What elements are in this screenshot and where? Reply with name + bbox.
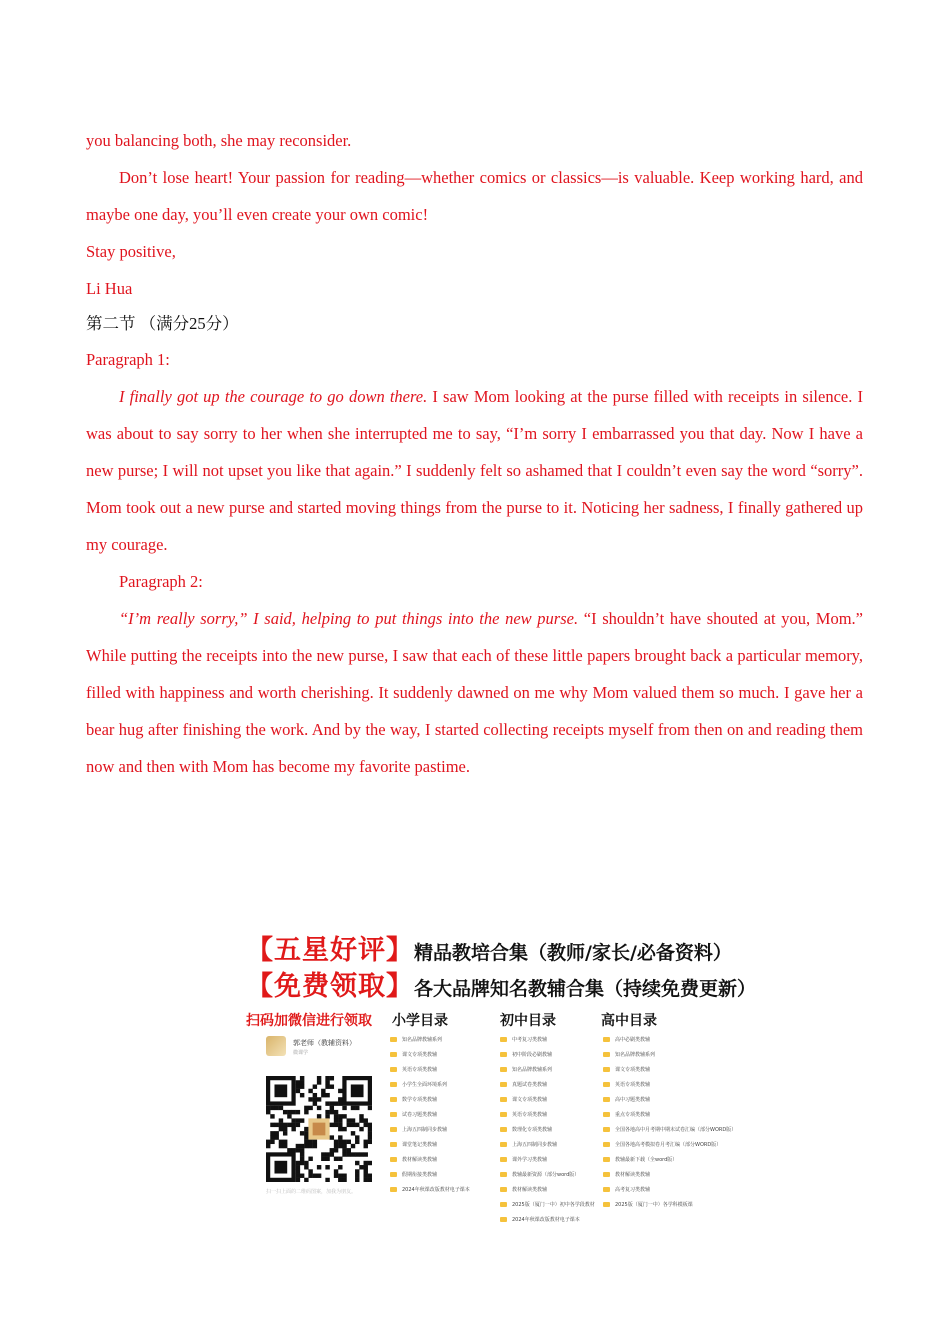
catalog-item-label: 教辅最新资源（部分word版） [512,1172,580,1178]
folder-icon [390,1172,397,1177]
folder-icon [603,1037,610,1042]
paragraph-2-label: Paragraph 2: [119,572,203,591]
paragraph-2-lead: “I’m really sorry,” I said, helping to put things into the new purse. [119,609,579,628]
catalog-item [500,1122,595,1137]
catalog-item [500,1032,595,1047]
catalog-item [500,1212,595,1227]
catalog-item-label: 英语专项类教辅 [615,1082,651,1088]
catalog-item-label: 知名品牌教辅系列 [615,1052,656,1058]
folder-icon [390,1052,397,1057]
folder-icon [603,1187,610,1192]
folder-icon [390,1067,397,1072]
catalog-item-label: 数学专项类教辅 [402,1097,438,1103]
folder-icon [500,1217,507,1222]
catalog-item-label: 课文专项类教辅 [615,1067,651,1073]
wechat-card [266,1036,386,1196]
folder-icon [500,1052,507,1057]
answer-text [86,122,863,785]
folder-icon [390,1142,397,1147]
qr-code-icon [266,1076,372,1182]
folder-icon [603,1202,610,1207]
catalog-item [390,1152,470,1167]
catalog-item-label: 教材解读类教辅 [615,1172,651,1178]
catalog-item-label: 课堂笔记类教辅 [402,1142,438,1148]
paragraph-2-text [86,600,863,785]
folder-icon [603,1112,610,1117]
folder-icon [603,1052,610,1057]
catalog-item-label: 高中必刷类教辅 [615,1037,651,1043]
folder-icon [603,1157,610,1162]
promo-banner [246,928,757,1223]
folder-icon [603,1082,610,1087]
folder-icon [500,1067,507,1072]
promo-tag-five-star: 【五星好评】 [246,935,414,966]
catalog-item-label: 2025版（厦门一中）各学科模板课 [615,1202,693,1208]
folder-icon [500,1082,507,1087]
catalog-item-label: 教辅最新下载（全word版） [615,1157,678,1163]
catalog-item-label: 全国各地高考模拟卷月考汇编（部分WORD版） [615,1142,722,1148]
catalog-item [500,1152,595,1167]
catalog-item-label: 小学生全面环境系列 [402,1082,448,1088]
catalog-item [390,1182,470,1197]
catalog-item [500,1182,595,1197]
catalog-item [390,1167,470,1182]
folder-icon [500,1202,507,1207]
paragraph-2-body: “I shouldn’t have shouted at you, Mom.” While putting the receipts into the new purse, I saw that each of these little papers brought back a particular memory, filled with happiness and worth cherishing. It suddenly dawned on me why Mom valued them so much. I gave her a bear hug after finishing the work. And by the way, I started collecting receipts myself from then on and reading them now and then with Mom has become my favorite pastime. [86,609,863,776]
letter-signature: Li Hua [86,279,133,298]
paragraph-1-text [86,378,863,563]
folder-icon [500,1097,507,1102]
catalog-item [500,1077,595,1092]
folder-icon [390,1127,397,1132]
catalog-item-label: 课文专项类教辅 [512,1097,548,1103]
catalog-item [390,1062,470,1077]
catalog-item [390,1032,470,1047]
catalog-item [603,1062,736,1077]
catalog-item [603,1137,736,1152]
catalog-item-label: 全国各地高中月考期中期末试卷汇编（部分WORD版） [615,1127,737,1133]
catalog-item [500,1092,595,1107]
catalog-item [603,1077,736,1092]
paragraph-1-body: I saw Mom looking at the purse filled with receipts in silence. I was about to say sorry to her when she interrupted me to say, “I’m sorry I embarrassed you that day. Now I have a new purse; I will not upset you like that again.” I suddenly felt so ashamed that I couldn’t even say the word “sorry”. Mom took out a new purse and started moving things from the purse to it. Noticing her sadness, I finally gathered up my courage. [86,387,863,554]
promo-tag-free: 【免费领取】 [246,971,414,1002]
catalog-item-label: 2025版（厦门一中）初中各学段教材 [512,1202,595,1208]
catalog-item-label: 上海五四制同步教辅 [402,1127,448,1133]
catalog-item-label: 知名品牌教辅系列 [402,1037,443,1043]
catalog-item-label: 英语专项类教辅 [402,1067,438,1073]
primary-catalog-list [390,1032,470,1197]
catalog-item-label: 高考复习类教辅 [615,1187,651,1193]
catalog-item-label: 课文专项类教辅 [402,1052,438,1058]
folder-icon [500,1187,507,1192]
catalog-item [390,1122,470,1137]
catalog-item [500,1137,595,1152]
catalog-item-label: 英语专项类教辅 [512,1112,548,1118]
folder-icon [390,1082,397,1087]
folder-icon [603,1142,610,1147]
qr-hint: 扫一扫上面的二维码图案，加我为朋友。 [266,1189,357,1195]
catalog-item [603,1167,736,1182]
folder-icon [500,1112,507,1117]
catalog-item [500,1167,595,1182]
catalog-item-label: 高中习题类教辅 [615,1097,651,1103]
catalog-item [603,1152,736,1167]
senior-catalog-heading: 高中目录 [601,1013,657,1029]
catalog-item-label: 2024年秋课改版教材电子课本 [402,1187,470,1193]
catalog-item [390,1077,470,1092]
wechat-subtitle: 微课学 [293,1050,309,1056]
catalog-item [390,1137,470,1152]
catalog-item-label: 数理化专项类教辅 [512,1127,553,1133]
catalog-item [603,1107,736,1122]
folder-icon [603,1127,610,1132]
catalog-item-label: 假期衔接类教辅 [402,1172,438,1178]
wechat-name: 郭老师（教辅资料） [293,1039,356,1047]
catalog-item-label: 重点专项类教辅 [615,1112,651,1118]
paragraph-1-label: Paragraph 1: [86,350,170,369]
catalog-item [390,1047,470,1062]
folder-icon [500,1157,507,1162]
primary-catalog-heading: 小学目录 [392,1013,448,1029]
folder-icon [390,1037,397,1042]
catalog-item-label: 知名品牌教辅系列 [512,1067,553,1073]
catalog-item [603,1047,736,1062]
promo-line-2 [246,964,756,1003]
catalog-item-label: 试卷习题类教辅 [402,1112,438,1118]
catalog-item [603,1197,736,1212]
catalog-item-label: 教材解读类教辅 [512,1187,548,1193]
folder-icon [390,1157,397,1162]
catalog-item [500,1062,595,1077]
catalog-item [603,1122,736,1137]
folder-icon [500,1127,507,1132]
promo-line-1-text: 精品教培合集（教师/家长/必备资料） [414,942,732,964]
catalog-item-label: 初中阶段必刷教辅 [512,1052,553,1058]
folder-icon [500,1172,507,1177]
catalog-item-label: 中考复习类教辅 [512,1037,548,1043]
folder-icon [603,1097,610,1102]
catalog-item-label: 课外学习类教辅 [512,1157,548,1163]
catalog-item [500,1047,595,1062]
catalog-item-label: 上海五四制同步教辅 [512,1142,558,1148]
folder-icon [390,1097,397,1102]
folder-icon [603,1172,610,1177]
folder-icon [500,1142,507,1147]
catalog-item [500,1107,595,1122]
catalog-item [390,1107,470,1122]
catalog-item [603,1032,736,1047]
catalog-item-label: 2024年秋课改版教材电子课本 [512,1217,580,1223]
catalog-item [603,1182,736,1197]
avatar [266,1036,286,1056]
promo-line-2-text: 各大品牌知名教辅合集（持续免费更新） [414,978,757,1000]
junior-catalog-heading: 初中目录 [500,1013,556,1029]
section-title: 第二节 （满分25分） [86,314,239,333]
catalog-item [390,1092,470,1107]
letter-closing: Stay positive, [86,242,176,261]
folder-icon [500,1037,507,1042]
letter-line: you balancing both, she may reconsider. [86,131,352,150]
folder-icon [603,1067,610,1072]
promo-line-1 [246,928,732,967]
scan-label: 扫码加微信进行领取 [246,1013,372,1029]
catalog-item-label: 教材解读类教辅 [402,1157,438,1163]
letter-paragraph: Don’t lose heart! Your passion for reading—whether comics or classics—is valuable. Keep working hard, and maybe one day, you’ll even create your own comic! [86,168,863,224]
paragraph-1-lead: I finally got up the courage to go down there. [119,387,428,406]
catalog-item [603,1092,736,1107]
catalog-item [500,1197,595,1212]
junior-catalog-list [500,1032,595,1227]
senior-catalog-list [603,1032,736,1212]
folder-icon [390,1187,397,1192]
catalog-item-label: 真题试卷类教辅 [512,1082,548,1088]
folder-icon [390,1112,397,1117]
